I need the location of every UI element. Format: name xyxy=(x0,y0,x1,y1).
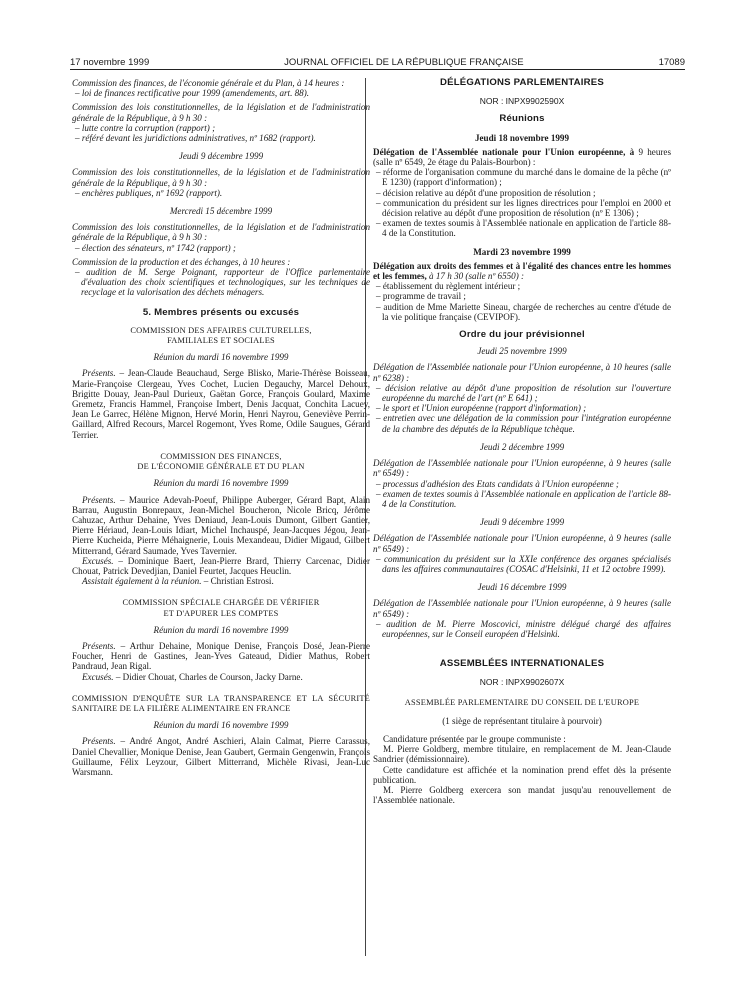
excused-label: Excusés. xyxy=(82,555,114,566)
delegation-name: Délégation de l'Assemblée nationale pour l'Union européenne, à xyxy=(373,146,635,157)
meeting-heading: Réunion du mardi 16 novembre 1999 xyxy=(153,624,289,635)
agenda-item: – examen de textes soumis à l'Assemblée nationale en application de l'article 88-4 de la Constitution. xyxy=(376,218,671,239)
agenda-item: – communication du président sur les lignes directrices pour l'emploi en 2000 et décision relative au dépôt d'une proposition de résolution (nº E 1306) ; xyxy=(376,197,671,219)
delegation-name: Délégation aux droits des femmes et à l'égalité des chances entre les hommes et les femmes, xyxy=(373,260,671,282)
commission-title: DE L'ÉCONOMIE GÉNÉRALE ET DU PLAN xyxy=(137,462,305,472)
attendance-paragraph xyxy=(72,641,370,672)
date-heading: Jeudi 16 décembre 1999 xyxy=(477,582,567,593)
commission-title: COMMISSION DES AFFAIRES CULTURELLES, xyxy=(130,325,312,335)
lois-agenda-item: – référé devant les juridictions administratives, nº 1682 (rapport). xyxy=(75,133,316,144)
finances-agenda-item: – loi de finances rectificative pour 1999 (amendements, art. 88). xyxy=(75,88,310,99)
excused-names: – Dominique Baert, Jean-Pierre Brard, Thierry Carcenac, Didier Chouat, Patrick Devedjian, Daniel Feurtet, Jacques Heuclin. xyxy=(72,555,370,576)
meeting-heading: Réunion du mardi 16 novembre 1999 xyxy=(153,352,289,363)
page-header xyxy=(70,52,685,68)
also-present-names: – Christian Estrosi. xyxy=(201,576,274,587)
agenda-item: – entretien avec une délégation de la commission pour l'intégration européenne de la chambre des députés de la République tchèque. xyxy=(376,413,671,434)
commission-title: ET D'APURER LES COMPTES xyxy=(163,608,279,618)
commission-title: COMMISSION DES FINANCES, xyxy=(160,451,282,461)
assembly-subtitle: (1 siège de représentant titulaire à pourvoir) xyxy=(442,715,602,726)
assembly-title: ASSEMBLÉE PARLEMENTAIRE DU CONSEIL DE L'EUROPE xyxy=(404,697,640,707)
delegation-line xyxy=(373,261,671,281)
attendance-label: Présents. xyxy=(82,640,116,651)
agenda-item: – programme de travail ; xyxy=(376,291,466,302)
attendance-paragraph xyxy=(72,736,370,777)
excused-label: Excusés. xyxy=(82,671,114,682)
meeting-heading: Réunion du mardi 16 novembre 1999 xyxy=(153,478,289,489)
delegation-line: Délégation de l'Assemblée nationale pour l'Union européenne, à 9 heures (salle nº 6549) : xyxy=(373,533,671,554)
agenda-item: – le sport et l'Union européenne (rapport d'information) ; xyxy=(376,403,587,414)
date-heading: Jeudi 9 décembre 1999 xyxy=(479,517,565,528)
production-commission-line: Commission de la production et des échanges, à 10 heures : xyxy=(72,256,291,267)
attendance-paragraph xyxy=(72,495,370,556)
attendance-names: – André Angot, André Aschieri, Alain Calmat, Pierre Carassus, Daniel Chevallier, Monique Denise, Jean Gaubert, Germain Gengenwin, François Guillaume, Félix Leyzour, Gilbert Mitterrand, Michèle Rivasi, Jean-Luc Warsmann. xyxy=(72,736,370,777)
agenda-item: – communication du président sur la XXIe conférence des organes spécialisés dans les affaires communautaires (COSAC d'Helsinki, 11 et 12 octobre 1999). xyxy=(376,553,671,574)
agenda-item: – audition de Mme Mariette Sineau, chargée de recherches au centre d'étude de la vie politique française (CEVIPOF). xyxy=(376,301,671,322)
lois-commission-line: Commission des lois constitutionnelles, de la législation et de l'administration générale de la République, à 9 h 30 : xyxy=(72,167,370,188)
subsection-title: Ordre du jour prévisionnel xyxy=(459,329,585,341)
assembly-paragraph: Cette candidature est affichée et la nomination prend effet dès la présente publication. xyxy=(373,764,671,785)
attendance-paragraph xyxy=(72,368,370,439)
header-rule xyxy=(70,69,685,70)
commission-title: COMMISSION SPÉCIALE CHARGÉE DE VÉRIFIER xyxy=(122,598,320,608)
subsection-title: Réunions xyxy=(499,113,545,125)
excused-paragraph xyxy=(72,556,370,576)
assembly-paragraph: Candidature présentée par le groupe communiste : xyxy=(383,733,566,744)
also-present-paragraph xyxy=(72,576,370,586)
attendance-label: Présents. xyxy=(82,736,116,747)
agenda-item: – établissement du règlement intérieur ; xyxy=(376,281,521,292)
attendance-names: – Arthur Dehaine, Monique Denise, François Dosé, Jean-Pierre Foucher, Henri de Gastines, Jean-Yves Gateaud, Didier Mathus, Robert Pandraud, Jean Rigal. xyxy=(72,640,370,672)
section-title: DÉLÉGATIONS PARLEMENTAIRES xyxy=(439,77,605,88)
delegation-time: 9 heures (salle nº 6549, 2e étage du Palais-Bourbon) : xyxy=(373,146,671,168)
lois-agenda-item: – lutte contre la corruption (rapport) ; xyxy=(75,122,216,133)
delegation-time: à 17 h 30 (salle nº 6550) : xyxy=(426,271,525,282)
also-present-label: Assistait également à la réunion. xyxy=(82,576,202,587)
agenda-item: – décision relative au dépôt d'une proposition de résolution sur l'ouverture européenne du marché de l'art (nº E 641) ; xyxy=(376,382,671,404)
header-title: JOURNAL OFFICIEL DE LA RÉPUBLIQUE FRANÇAISE xyxy=(284,57,524,68)
lois-agenda-item: – enchères publiques, nº 1692 (rapport). xyxy=(75,187,223,198)
header-page-number: 17089 xyxy=(658,57,685,68)
meeting-heading: Réunion du mardi 16 novembre 1999 xyxy=(153,720,289,731)
section-title: ASSEMBLÉES INTERNATIONALES xyxy=(439,658,605,670)
attendance-names: – Maurice Adevah-Poeuf, Philippe Auberger, Gérard Bapt, Alain Barrau, Augustin Bonrepaux, Jean-Michel Boucheron, Nicole Bricq, Jérôme Cahuzac, Arthur Dehaine, Yves Deniaud, Jean-Louis Dumont, Gilbert Gantier, Pierre Hériaud, Jean-Louis Idiart, Michel Inchauspé, Jean-Jacques Jégou, Jean-Pierre Kucheida, Pierre Méhaignerie, Louis Mexandeau, Didier Migaud, Gilbert Mitterrand, Gérard Saumade, Yves Tavernier. xyxy=(72,494,370,556)
date-heading: Jeudi 2 décembre 1999 xyxy=(479,441,565,452)
date-heading: Jeudi 18 novembre 1999 xyxy=(474,132,570,143)
lois-agenda-item: – élection des sénateurs, nº 1742 (rapport) ; xyxy=(75,242,236,253)
finances-commission-line: Commission des finances, de l'économie générale et du Plan, à 14 heures : xyxy=(72,78,345,88)
date-heading: Jeudi 25 novembre 1999 xyxy=(477,346,567,357)
right-column xyxy=(373,78,671,805)
date-heading: Mercredi 15 décembre 1999 xyxy=(169,206,273,217)
lois-commission-line: Commission des lois constitutionnelles, de la législation et de l'administration générale de la République, à 9 h 30 : xyxy=(72,102,370,123)
commission-title: FAMILIALES ET SOCIALES xyxy=(167,336,275,346)
nor-reference: NOR : INPX9902607X xyxy=(479,677,565,688)
lois-commission-line: Commission des lois constitutionnelles, de la législation et de l'administration générale de la République, à 9 h 30 : xyxy=(72,222,370,243)
nor-reference: NOR : INPX9902590X xyxy=(479,96,565,107)
attendance-names: – Jean-Claude Beauchaud, Serge Blisko, Marie-Thérèse Boisseau, Marie-Françoise Clergeau, Yves Cochet, Lucien Degauchy, Marcel Dehoux, Brigitte Douay, Jean-Paul Durieux, Gaëtan Gorce, François Goulard, Maxime Gremetz, Francis Hammel, Françoise Imbert, Denis Jacquat, Conchita Lacuey, Jean Le Garrec, Hélène Mignon, Hervé Morin, Henri Nayrou, Geneviève Perrin-Gaillard, Alfred Recours, Marcel Rogemont, Yves Rome, Odile Saugues, Gérard Terrier. xyxy=(72,368,370,440)
attendance-label: Présents. xyxy=(82,368,116,379)
delegation-line xyxy=(373,147,671,167)
header-date: 17 novembre 1999 xyxy=(70,57,150,68)
date-heading: Jeudi 9 décembre 1999 xyxy=(178,151,264,162)
excused-paragraph xyxy=(72,672,370,682)
date-heading: Mardi 23 novembre 1999 xyxy=(473,246,571,257)
agenda-item: – processus d'adhésion des Etats candidats à l'Union européenne ; xyxy=(376,478,619,489)
attendance-label: Présents. xyxy=(82,494,116,505)
left-column xyxy=(72,78,370,777)
delegation-line: Délégation de l'Assemblée nationale pour l'Union européenne, à 10 heures (salle nº 6238) : xyxy=(373,362,671,383)
delegation-line: Délégation de l'Assemblée nationale pour l'Union européenne, à 9 heures (salle nº 6549) : xyxy=(373,458,671,479)
agenda-item: – décision relative au dépôt d'une proposition de résolution ; xyxy=(376,187,596,198)
commission-title: COMMISSION D'ENQUÊTE SUR LA TRANSPARENCE ET LA SÉCURITÉ SANITAIRE DE LA FILIÈRE ALIMENTAIRE EN FRANCE xyxy=(72,693,370,713)
agenda-item: – audition de M. Pierre Moscovici, ministre délégué chargé des affaires européennes, sur le Conseil européen d'Helsinki. xyxy=(376,618,671,639)
assembly-paragraph: M. Pierre Goldberg exercera son mandat jusqu'au renouvellement de l'Assemblée nationale. xyxy=(373,784,671,806)
assembly-paragraph: M. Pierre Goldberg, membre titulaire, en remplacement de M. Jean-Claude Sandrier (démissionnaire). xyxy=(373,744,671,765)
delegation-line: Délégation de l'Assemblée nationale pour l'Union européenne, à 9 heures (salle nº 6549) : xyxy=(373,598,671,619)
section-title: 5. Membres présents ou excusés xyxy=(142,306,300,318)
production-agenda-item: – audition de M. Serge Poignant, rapporteur de l'Office parlementaire d'évaluation des choix scientifiques et technologiques, sur les techniques de recyclage et la valorisation des déchets ménagers. xyxy=(75,267,370,298)
agenda-item: – réforme de l'organisation commune du marché dans le domaine de la pêche (nº E 1230) (rapport d'information) ; xyxy=(376,167,671,188)
agenda-item: – examen de textes soumis à l'Assemblée nationale en application de l'article 88-4 de la Constitution. xyxy=(376,488,671,509)
excused-names: – Didier Chouat, Charles de Courson, Jacky Darne. xyxy=(113,671,303,682)
